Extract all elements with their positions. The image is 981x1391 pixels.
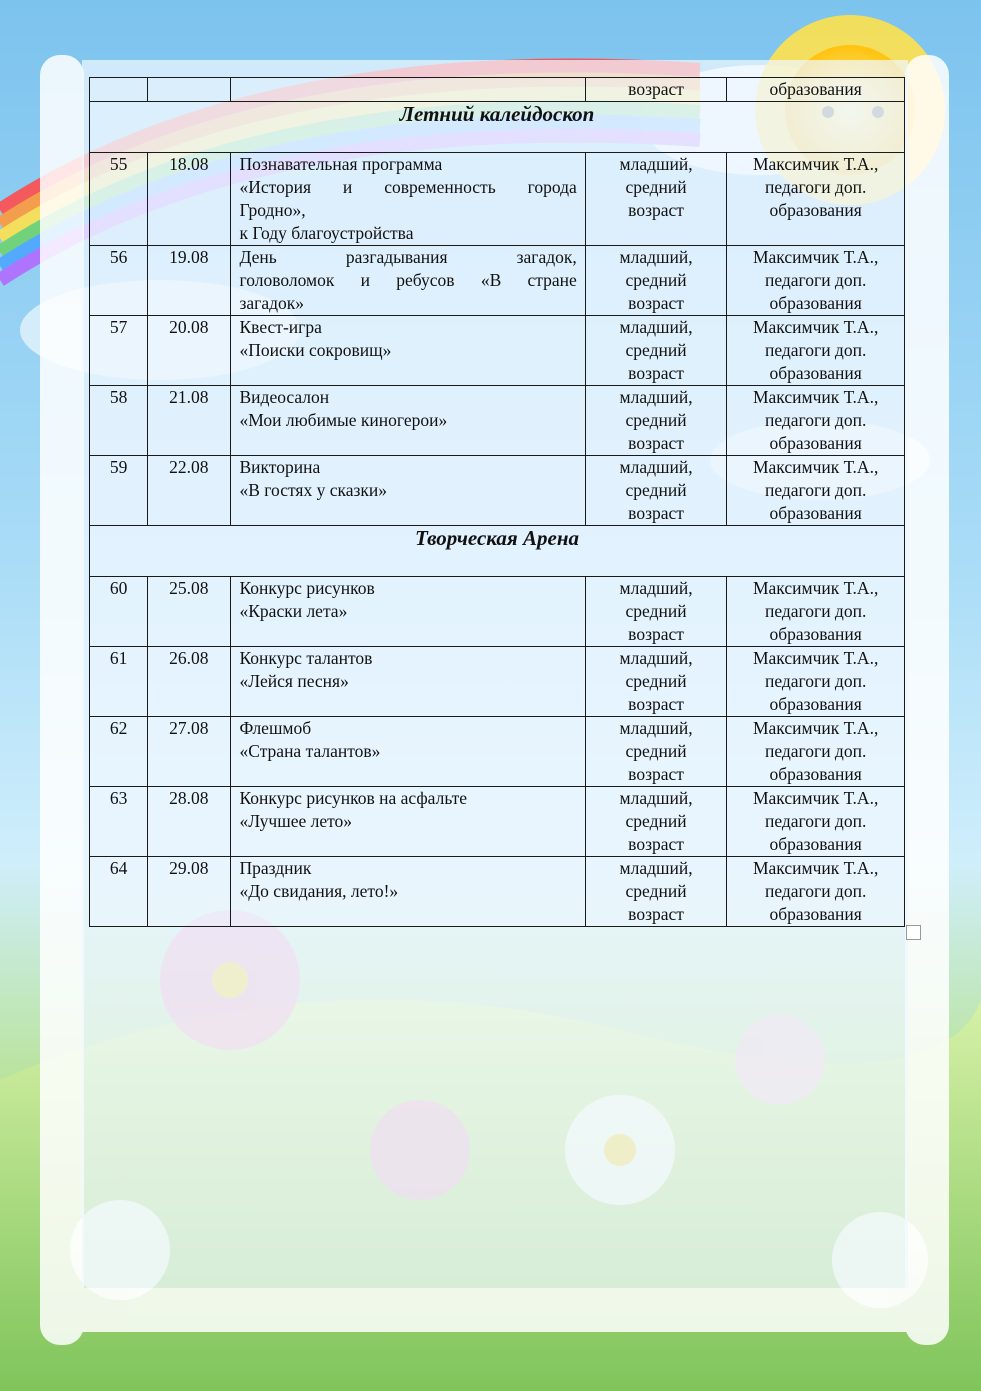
audience-cell <box>585 153 727 246</box>
audience-line: младший, <box>619 457 693 477</box>
responsible-line: образования <box>769 293 862 313</box>
audience-line: средний <box>625 270 687 290</box>
event-name-line: «Лучшее лето» <box>239 811 353 831</box>
schedule-table <box>89 77 905 927</box>
responsible-cell <box>727 577 905 647</box>
event-number: 57 <box>90 316 148 386</box>
event-name-line: Флешмоб <box>239 718 312 738</box>
event-name-line: к Году благоустройства <box>239 223 414 243</box>
event-name-cell <box>230 456 585 526</box>
audience-line: младший, <box>619 578 693 598</box>
event-number: 61 <box>90 647 148 717</box>
responsible-line: Максимчик Т.А., <box>752 154 879 174</box>
event-date: 18.08 <box>148 153 230 246</box>
audience-line: младший, <box>619 858 693 878</box>
table-row <box>90 153 905 246</box>
audience-line: возраст <box>628 694 684 714</box>
audience-line: возраст <box>628 764 684 784</box>
event-number: 64 <box>90 857 148 927</box>
responsible-line: педагоги доп. <box>764 340 867 360</box>
table-row <box>90 386 905 456</box>
audience-line: возраст <box>628 293 684 313</box>
responsible-cell: образования <box>727 78 905 102</box>
audience-line: младший, <box>619 648 693 668</box>
event-name-cell <box>230 857 585 927</box>
event-name-line: Викторина <box>239 457 321 477</box>
section-title: Летний калейдоскоп <box>399 102 595 126</box>
responsible-line: педагоги доп. <box>764 480 867 500</box>
event-number: 62 <box>90 717 148 787</box>
audience-line: средний <box>625 340 687 360</box>
table-row <box>90 717 905 787</box>
audience-line: средний <box>625 410 687 430</box>
event-date: 26.08 <box>148 647 230 717</box>
date-cell <box>148 78 230 102</box>
audience-line: средний <box>625 177 687 197</box>
responsible-line: педагоги доп. <box>764 270 867 290</box>
event-name-line: Квест-игра <box>239 317 322 337</box>
audience-cell <box>585 246 727 316</box>
audience-cell <box>585 647 727 717</box>
audience-line: средний <box>625 741 687 761</box>
section-title: Творческая Арена <box>415 526 579 550</box>
responsible-line: педагоги доп. <box>764 671 867 691</box>
event-date: 19.08 <box>148 246 230 316</box>
responsible-line: образования <box>769 624 862 644</box>
event-name-line: Видеосалон <box>239 387 330 407</box>
event-number: 56 <box>90 246 148 316</box>
event-name-line: загадок» <box>239 293 305 313</box>
responsible-line: педагоги доп. <box>764 601 867 621</box>
audience-line: младший, <box>619 387 693 407</box>
audience-cell <box>585 787 727 857</box>
responsible-line: образования <box>769 200 862 220</box>
audience-line: младший, <box>619 788 693 808</box>
event-name-line: День разгадывания загадок, <box>239 247 577 267</box>
event-date: 21.08 <box>148 386 230 456</box>
table-row <box>90 647 905 717</box>
audience-line: средний <box>625 480 687 500</box>
audience-line: средний <box>625 601 687 621</box>
audience-cell <box>585 456 727 526</box>
section-header-row <box>90 102 905 153</box>
audience-line: возраст <box>628 363 684 383</box>
audience-line: возраст <box>628 904 684 924</box>
event-name-line: Конкурс рисунков на асфальте <box>239 788 468 808</box>
section-header-cell <box>90 102 905 153</box>
event-name-cell <box>230 787 585 857</box>
event-name-cell <box>230 577 585 647</box>
responsible-line: образования <box>769 363 862 383</box>
responsible-line: педагоги доп. <box>764 177 867 197</box>
responsible-cell <box>727 647 905 717</box>
audience-line: возраст <box>628 200 684 220</box>
responsible-cell <box>727 246 905 316</box>
responsible-line: образования <box>769 904 862 924</box>
event-name-line: «В гостях у сказки» <box>239 480 388 500</box>
event-name-cell <box>230 316 585 386</box>
event-name-line: «Поиски сокровищ» <box>239 340 392 360</box>
audience-cell <box>585 717 727 787</box>
responsible-line: образования <box>769 503 862 523</box>
table-row <box>90 456 905 526</box>
audience-cell <box>585 857 727 927</box>
event-name-line: «Лейся песня» <box>239 671 349 691</box>
event-number: 58 <box>90 386 148 456</box>
event-number: 55 <box>90 153 148 246</box>
responsible-line: образования <box>769 834 862 854</box>
event-name-line: головоломок и ребусов «В стране <box>239 270 577 290</box>
responsible-line: педагоги доп. <box>764 741 867 761</box>
audience-line: возраст <box>628 624 684 644</box>
section-header-row <box>90 526 905 577</box>
responsible-cell <box>727 316 905 386</box>
event-number: 60 <box>90 577 148 647</box>
event-date: 29.08 <box>148 857 230 927</box>
event-date: 20.08 <box>148 316 230 386</box>
responsible-line: Максимчик Т.А., <box>752 457 879 477</box>
responsible-cell <box>727 717 905 787</box>
audience-line: возраст <box>628 834 684 854</box>
audience-cell <box>585 316 727 386</box>
event-name-line: «История и современность города <box>239 177 577 197</box>
responsible-line: образования <box>769 694 862 714</box>
responsible-line: педагоги доп. <box>764 410 867 430</box>
audience-line: младший, <box>619 247 693 267</box>
event-number: 59 <box>90 456 148 526</box>
audience-line: младший, <box>619 154 693 174</box>
event-name-line: Праздник <box>239 858 312 878</box>
event-date: 27.08 <box>148 717 230 787</box>
event-name-line: «Мои любимые киногерои» <box>239 410 448 430</box>
event-name-cell <box>230 246 585 316</box>
responsible-cell <box>727 456 905 526</box>
audience-line: возраст <box>628 503 684 523</box>
responsible-line: Максимчик Т.А., <box>752 578 879 598</box>
responsible-line: Максимчик Т.А., <box>752 718 879 738</box>
audience-cell <box>585 386 727 456</box>
table-row <box>90 577 905 647</box>
event-name-line: «Краски лета» <box>239 601 348 621</box>
event-date: 25.08 <box>148 577 230 647</box>
event-date: 28.08 <box>148 787 230 857</box>
responsible-cell <box>727 386 905 456</box>
responsible-line: Максимчик Т.А., <box>752 247 879 267</box>
event-name-line: Конкурс талантов <box>239 648 373 668</box>
event-name-line: Гродно», <box>239 200 306 220</box>
audience-cell: возраст <box>585 78 727 102</box>
event-name-cell <box>230 647 585 717</box>
responsible-cell <box>727 787 905 857</box>
event-name-line: «Страна талантов» <box>239 741 381 761</box>
responsible-line: Максимчик Т.А., <box>752 317 879 337</box>
table-row <box>90 246 905 316</box>
num-cell <box>90 78 148 102</box>
event-name-cell <box>230 717 585 787</box>
audience-cell <box>585 577 727 647</box>
table-row <box>90 78 905 102</box>
responsible-line: Максимчик Т.А., <box>752 788 879 808</box>
responsible-line: Максимчик Т.А., <box>752 387 879 407</box>
table-row <box>90 787 905 857</box>
event-name-line: Конкурс рисунков <box>239 578 375 598</box>
responsible-line: образования <box>769 433 862 453</box>
table-resize-handle[interactable] <box>906 925 921 940</box>
audience-line: средний <box>625 881 687 901</box>
schedule-body <box>90 78 905 927</box>
event-name-line: Познавательная программа <box>239 154 443 174</box>
responsible-line: педагоги доп. <box>764 811 867 831</box>
audience-line: младший, <box>619 718 693 738</box>
table-row <box>90 316 905 386</box>
responsible-cell <box>727 153 905 246</box>
responsible-line: образования <box>769 764 862 784</box>
event-name-cell <box>230 386 585 456</box>
responsible-line: педагоги доп. <box>764 881 867 901</box>
audience-line: средний <box>625 671 687 691</box>
responsible-line: Максимчик Т.А., <box>752 648 879 668</box>
table-row <box>90 857 905 927</box>
event-date: 22.08 <box>148 456 230 526</box>
event-number: 63 <box>90 787 148 857</box>
audience-line: младший, <box>619 317 693 337</box>
audience-line: средний <box>625 811 687 831</box>
event-name-cell <box>230 153 585 246</box>
responsible-line: Максимчик Т.А., <box>752 858 879 878</box>
responsible-cell <box>727 857 905 927</box>
name-cell <box>230 78 585 102</box>
section-header-cell <box>90 526 905 577</box>
audience-line: возраст <box>628 433 684 453</box>
event-name-line: «До свидания, лето!» <box>239 881 399 901</box>
